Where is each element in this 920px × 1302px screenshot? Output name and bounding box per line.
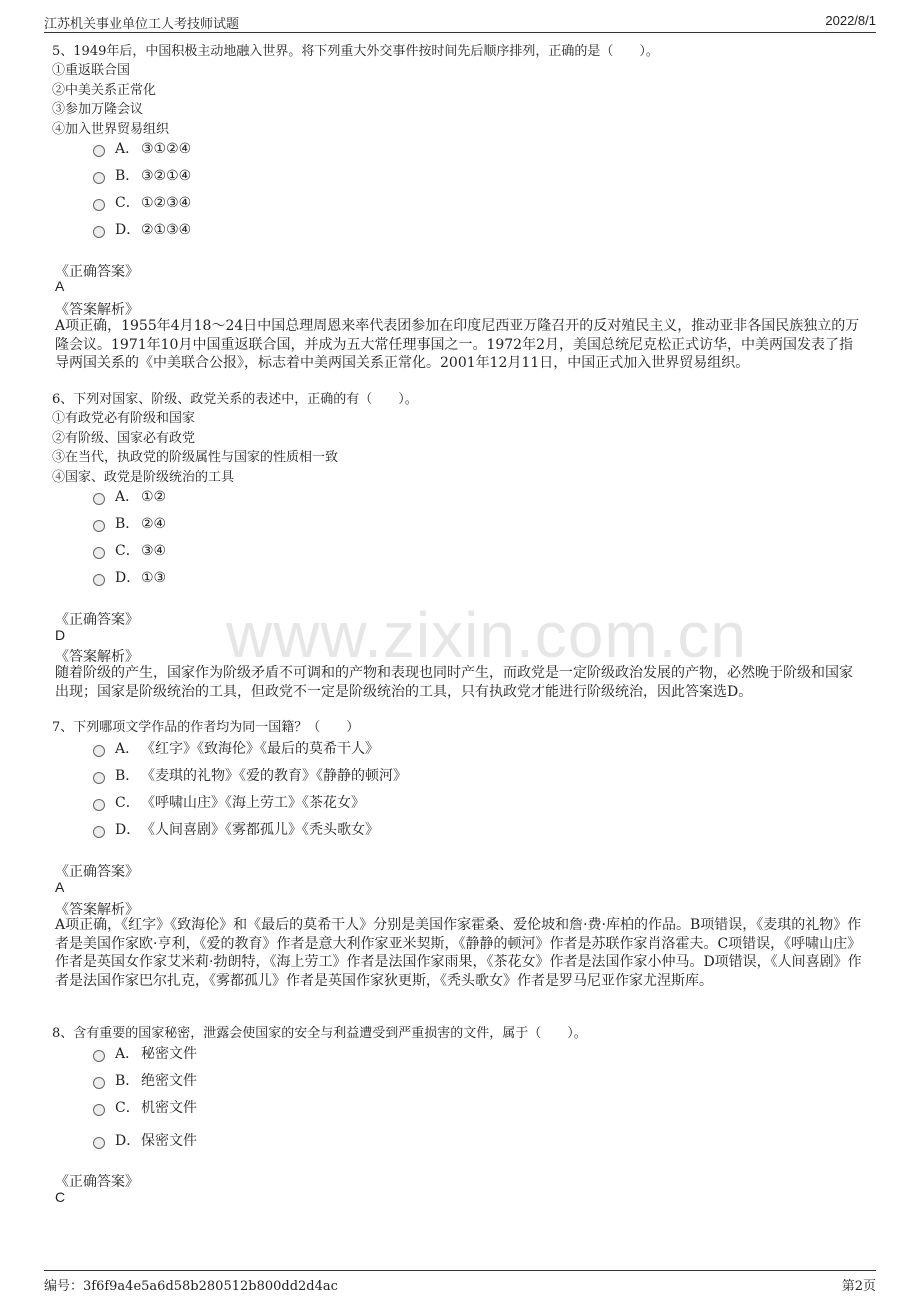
analysis-text: A项正确，1955年4月18～24日中国总理周恩来率代表团参加在印度尼西亚万隆召开的反对殖民主义，推动亚非各国民族独立的万隆会议。1971年10月中国重返联合国，并成为五大常任理事国之一。1972年2月，美国总统尼克松正式访华，中美两国发表了指导两国关系的《中美联合公报》，标志着中美两国关系正常化。2001年12月11日，中国正式加入世界贸易组织。 [55, 318, 860, 371]
page-header [44, 10, 876, 33]
radio-icon[interactable] [93, 772, 105, 784]
document-title: 江苏机关事业单位工人考技师试题 [44, 17, 240, 32]
radio-icon[interactable] [93, 547, 105, 559]
radio-icon[interactable] [93, 172, 105, 184]
option-b[interactable]: B． ②④ [93, 513, 166, 533]
correct-answer: A [55, 879, 65, 895]
radio-icon[interactable] [93, 520, 105, 532]
statement: ②有阶级、国家必有政党 [52, 431, 196, 446]
option-d[interactable]: D．①③ [93, 567, 166, 587]
statement: ④国家、政党是阶级统治的工具 [52, 470, 235, 485]
option-d[interactable]: D．②①③④ [93, 219, 191, 239]
option-c[interactable]: C．机密文件 [93, 1097, 197, 1117]
answer-label: 《正确答案》 [55, 612, 139, 628]
document-date: 2022/8/1 [825, 13, 876, 28]
statement: ②中美关系正常化 [52, 83, 157, 98]
radio-icon[interactable] [93, 145, 105, 157]
analysis-label: 《答案解析》 [55, 902, 139, 918]
answer-label: 《正确答案》 [55, 264, 139, 280]
radio-icon[interactable] [93, 799, 105, 811]
analysis-label: 《答案解析》 [55, 302, 139, 318]
radio-icon[interactable] [93, 745, 105, 757]
analysis-label: 《答案解析》 [55, 649, 139, 665]
correct-answer: A [55, 278, 65, 294]
analysis-text: 随着阶级的产生，国家作为阶级矛盾不可调和的产物和表现也同时产生，而政党是一定阶级政治发展的产物，必然晚于阶级和国家出现；国家是阶级统治的工具，但政党不一定是阶级统治的工具，只有执政党才能进行阶级统治，因此答案选D。 [55, 665, 853, 700]
statement: ③在当代，执政党的阶级属性与国家的性质相一致 [52, 450, 339, 465]
analysis-text: A项正确，《红字》《致海伦》和《最后的莫希干人》分别是美国作家霍桑、爱伦坡和詹·费·库柏的作品。B项错误，《麦琪的礼物》作者是美国作家欧·亨利，《爱的教育》作者是意大利作家亚米契斯，《静静的顿河》作者是苏联作家肖洛霍夫。C项错误，《呼啸山庄》作者是英国女作家艾米莉·勃朗特，《海上劳工》作者是法国作家雨果，《茶花女》作者是法国作家小仲马。D项错误，《人间喜剧》作者是法国作家巴尔扎克，《雾都孤儿》作者是英国作家狄更斯，《秃头歌女》作者是罗马尼亚作家尤涅斯库。 [55, 917, 862, 989]
answer-label: 《正确答案》 [55, 1174, 139, 1190]
radio-icon[interactable] [93, 1137, 105, 1149]
option-b[interactable]: B． 《麦琪的礼物》《爱的教育》《静静的顿河》 [93, 765, 407, 785]
radio-icon[interactable] [93, 493, 105, 505]
question-stem: 7、下列哪项文学作品的作者均为同一国籍？（ ） [52, 720, 360, 735]
answer-label: 《正确答案》 [55, 864, 139, 880]
option-b[interactable]: B． 绝密文件 [93, 1070, 197, 1090]
watermark: www.zixin.com.cn [226, 599, 747, 671]
radio-icon[interactable] [93, 1077, 105, 1089]
question-stem: 8、含有重要的国家秘密，泄露会使国家的安全与利益遭受到严重损害的文件，属于（ ）。 [52, 1026, 587, 1041]
radio-icon[interactable] [93, 199, 105, 211]
option-a[interactable]: A． 秘密文件 [93, 1043, 197, 1063]
radio-icon[interactable] [93, 1050, 105, 1062]
page-footer [44, 1270, 876, 1295]
radio-icon[interactable] [93, 574, 105, 586]
correct-answer: C [55, 1189, 66, 1205]
radio-icon[interactable] [93, 1104, 105, 1116]
radio-icon[interactable] [93, 826, 105, 838]
statement: ①重返联合国 [52, 63, 131, 78]
correct-answer: D [55, 627, 66, 643]
option-a[interactable]: A． ①② [93, 486, 166, 506]
option-a[interactable]: A． ③①②④ [93, 138, 191, 158]
statement: ④加入世界贸易组织 [52, 122, 170, 137]
question-stem: 6、下列对国家、阶级、政党关系的表述中，正确的有（ ）。 [52, 392, 418, 407]
option-b[interactable]: B． ③②①④ [93, 165, 191, 185]
option-c[interactable]: C．③④ [93, 540, 166, 560]
option-a[interactable]: A． 《红字》《致海伦》《最后的莫希干人》 [93, 738, 379, 758]
option-d[interactable]: D．保密文件 [93, 1130, 197, 1150]
option-c[interactable]: C．《呼啸山庄》《海上劳工》《茶花女》 [93, 792, 365, 812]
question-stem: 5、1949年后，中国积极主动地融入世界。将下列重大外交事件按时间先后顺序排列，正确的是（ ）。 [52, 44, 659, 59]
page-number: 第2页 [841, 1279, 876, 1294]
option-d[interactable]: D．《人间喜剧》《雾都孤儿》《秃头歌女》 [93, 819, 379, 839]
option-c[interactable]: C．①②③④ [93, 192, 191, 212]
radio-icon[interactable] [93, 226, 105, 238]
statement: ①有政党必有阶级和国家 [52, 411, 196, 426]
statement: ③参加万隆会议 [52, 102, 144, 117]
document-code: 编号：3f6f9a4e5a6d58b280512b800dd2d4ac [44, 1279, 338, 1294]
